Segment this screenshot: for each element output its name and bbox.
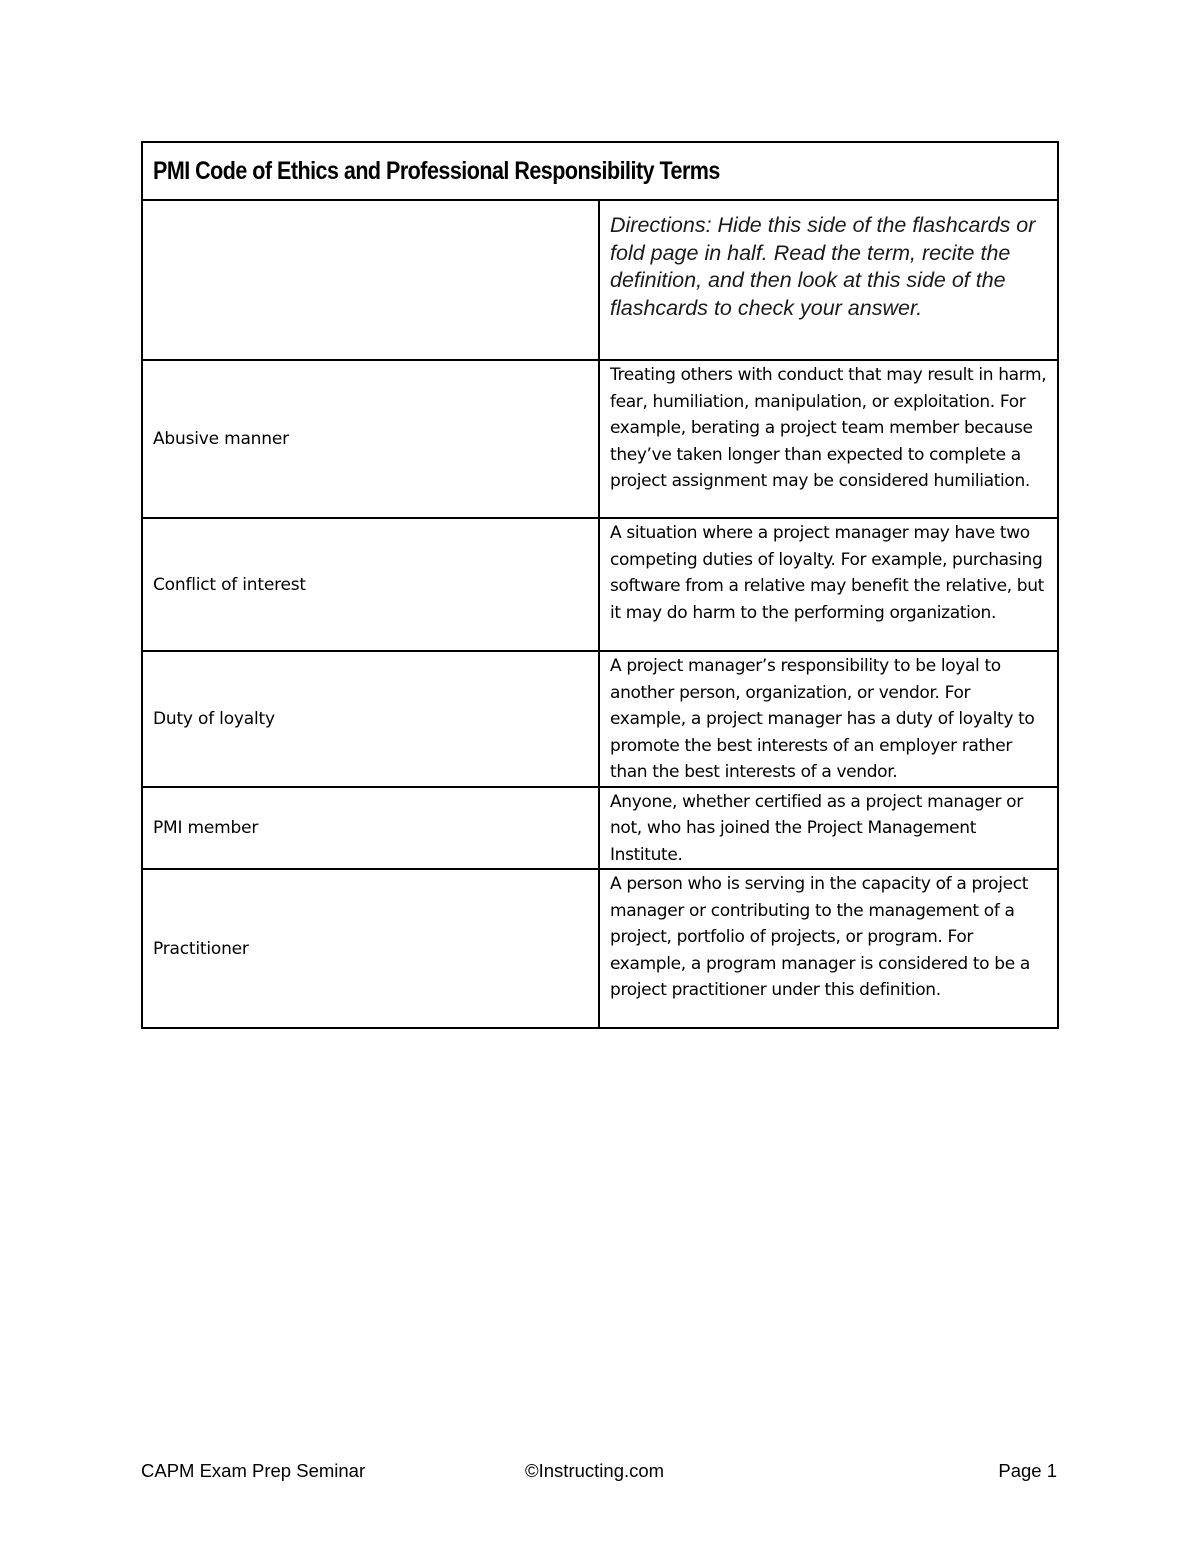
directions-row (142, 200, 1058, 360)
directions-text: Directions: Hide this side of the flashcards or fold page in half. Read the term, recite the definition, and then look at this side of the flashcards to check your answer. (599, 200, 1058, 360)
definition-cell: A person who is serving in the capacity of a project manager or contributing to the management of a project, portfolio of projects, or program. For example, a program manager is considered to be a project practitioner under this definition. (599, 869, 1058, 1028)
table-title-cell (142, 142, 1058, 200)
definition-cell: A project manager’s responsibility to be loyal to another person, organization, or vendor. For example, a project manager has a duty of loyalty to promote the best interests of an employer rather than the best interests of a vendor. (599, 651, 1058, 787)
table-row (142, 869, 1058, 1028)
footer-copyright: ©Instructing.com (525, 1460, 665, 1481)
definition-cell: Treating others with conduct that may result in harm, fear, humiliation, manipulation, or exploitation. For example, berating a project team member because they’ve taken longer than expected to complete a project assignment may be considered humiliation. (599, 360, 1058, 518)
term-cell: Duty of loyalty (142, 651, 599, 787)
table-row (142, 651, 1058, 787)
title-row (142, 142, 1058, 200)
term-cell: Practitioner (142, 869, 599, 1028)
flashcard-table (141, 141, 1059, 1029)
empty-term-cell (142, 200, 599, 360)
definition-cell: Anyone, whether certified as a project manager or not, who has joined the Project Management Institute. (599, 787, 1058, 870)
footer-page-number: Page 1 (998, 1460, 1057, 1481)
table-row (142, 360, 1058, 518)
term-cell: PMI member (142, 787, 599, 870)
term-cell: Conflict of interest (142, 518, 599, 651)
term-cell: Abusive manner (142, 360, 599, 518)
footer-course-name: CAPM Exam Prep Seminar (141, 1460, 366, 1481)
table-row (142, 518, 1058, 651)
definition-cell: A situation where a project manager may have two competing duties of loyalty. For example, purchasing software from a relative may benefit the relative, but it may do harm to the performing organization. (599, 518, 1058, 651)
table-title: PMI Code of Ethics and Professional Responsibility Terms (153, 156, 720, 185)
table-row (142, 787, 1058, 870)
